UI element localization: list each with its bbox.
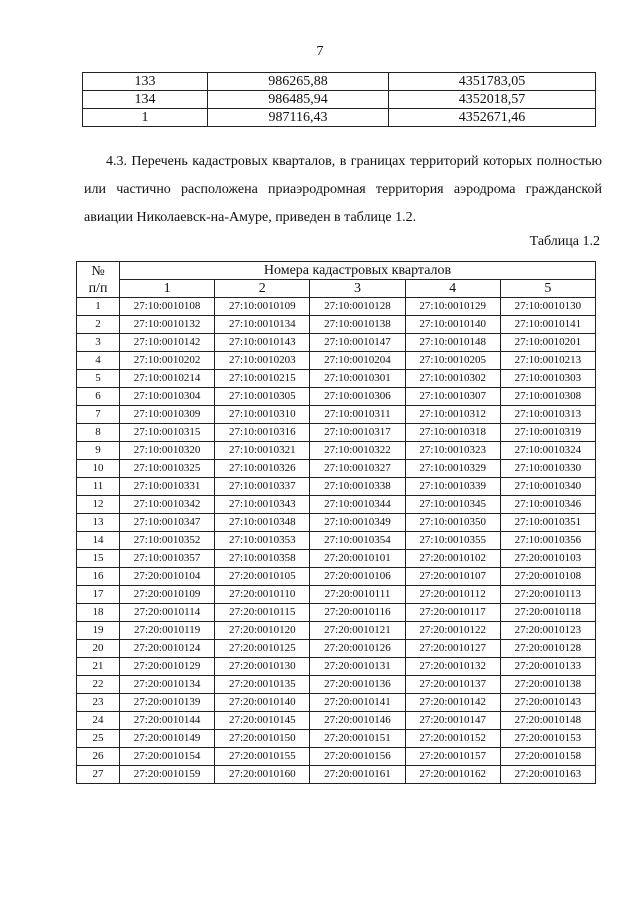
table-row bbox=[77, 388, 596, 406]
cadastral-number-cell: 27:10:0010305 bbox=[215, 388, 310, 406]
table-row bbox=[77, 370, 596, 388]
cadastral-number-cell: 27:10:0010357 bbox=[120, 550, 215, 568]
cadastral-number-cell: 27:10:0010303 bbox=[500, 370, 595, 388]
cadastral-number-cell: 27:20:0010145 bbox=[215, 712, 310, 730]
cadastral-number-cell: 27:20:0010142 bbox=[405, 694, 500, 712]
table-row bbox=[77, 568, 596, 586]
cadastral-number-cell: 27:10:0010129 bbox=[405, 298, 500, 316]
num-header-abbrev: п/п bbox=[88, 280, 108, 296]
cadastral-number-cell: 27:10:0010148 bbox=[405, 334, 500, 352]
cadastral-number-cell: 27:20:0010121 bbox=[310, 622, 405, 640]
cadastral-number-cell: 27:20:0010118 bbox=[500, 604, 595, 622]
cadastral-number-cell: 27:10:0010147 bbox=[310, 334, 405, 352]
cadastral-number-cell: 27:10:0010349 bbox=[310, 514, 405, 532]
cadastral-number-cell: 27:20:0010101 bbox=[310, 550, 405, 568]
cadastral-number-cell: 27:10:0010312 bbox=[405, 406, 500, 424]
cadastral-number-cell: 27:10:0010331 bbox=[120, 478, 215, 496]
coordinates-cell: 4352018,57 bbox=[389, 91, 596, 109]
cadastral-number-cell: 27:20:0010159 bbox=[120, 766, 215, 784]
cadastral-number-cell: 27:10:0010340 bbox=[500, 478, 595, 496]
coordinates-row bbox=[83, 109, 596, 127]
table-row bbox=[77, 766, 596, 784]
cadastral-number-cell: 27:10:0010344 bbox=[310, 496, 405, 514]
cadastral-number-cell: 27:10:0010342 bbox=[120, 496, 215, 514]
row-number-cell: 8 bbox=[77, 424, 120, 442]
table-row bbox=[77, 352, 596, 370]
cadastral-number-cell: 27:10:0010339 bbox=[405, 478, 500, 496]
row-number-cell: 14 bbox=[77, 532, 120, 550]
cadastral-number-cell: 27:10:0010311 bbox=[310, 406, 405, 424]
table-row bbox=[77, 694, 596, 712]
row-number-cell: 17 bbox=[77, 586, 120, 604]
num-column-header bbox=[77, 262, 120, 298]
cadastral-number-cell: 27:10:0010321 bbox=[215, 442, 310, 460]
cadastral-table-body bbox=[77, 298, 596, 784]
cadastral-number-cell: 27:10:0010320 bbox=[120, 442, 215, 460]
cadastral-number-cell: 27:10:0010304 bbox=[120, 388, 215, 406]
cadastral-number-cell: 27:20:0010138 bbox=[500, 676, 595, 694]
row-number-cell: 21 bbox=[77, 658, 120, 676]
cadastral-number-cell: 27:20:0010127 bbox=[405, 640, 500, 658]
cadastral-number-cell: 27:10:0010128 bbox=[310, 298, 405, 316]
cadastral-number-cell: 27:20:0010130 bbox=[215, 658, 310, 676]
cadastral-number-cell: 27:20:0010133 bbox=[500, 658, 595, 676]
cadastral-number-cell: 27:20:0010124 bbox=[120, 640, 215, 658]
row-number-cell: 10 bbox=[77, 460, 120, 478]
cadastral-number-cell: 27:10:0010307 bbox=[405, 388, 500, 406]
cadastral-number-cell: 27:10:0010201 bbox=[500, 334, 595, 352]
cadastral-number-cell: 27:10:0010350 bbox=[405, 514, 500, 532]
table-row bbox=[77, 586, 596, 604]
table-row bbox=[77, 622, 596, 640]
cadastral-number-cell: 27:20:0010147 bbox=[405, 712, 500, 730]
cadastral-number-cell: 27:20:0010112 bbox=[405, 586, 500, 604]
cadastral-number-cell: 27:20:0010106 bbox=[310, 568, 405, 586]
coordinates-table bbox=[82, 72, 596, 127]
cadastral-number-cell: 27:10:0010302 bbox=[405, 370, 500, 388]
cadastral-number-cell: 27:10:0010203 bbox=[215, 352, 310, 370]
cadastral-number-cell: 27:20:0010115 bbox=[215, 604, 310, 622]
cadastral-number-cell: 27:20:0010117 bbox=[405, 604, 500, 622]
cadastral-number-cell: 27:20:0010161 bbox=[310, 766, 405, 784]
cadastral-number-cell: 27:10:0010323 bbox=[405, 442, 500, 460]
table-row bbox=[77, 712, 596, 730]
cadastral-number-cell: 27:20:0010136 bbox=[310, 676, 405, 694]
table-row bbox=[77, 658, 596, 676]
cadastral-number-cell: 27:20:0010152 bbox=[405, 730, 500, 748]
row-number-cell: 23 bbox=[77, 694, 120, 712]
cadastral-number-cell: 27:20:0010158 bbox=[500, 748, 595, 766]
table-row bbox=[77, 532, 596, 550]
cadastral-number-cell: 27:10:0010130 bbox=[500, 298, 595, 316]
cadastral-number-cell: 27:20:0010102 bbox=[405, 550, 500, 568]
table-row bbox=[77, 460, 596, 478]
cadastral-number-cell: 27:20:0010111 bbox=[310, 586, 405, 604]
row-number-cell: 11 bbox=[77, 478, 120, 496]
cadastral-number-cell: 27:10:0010324 bbox=[500, 442, 595, 460]
cadastral-number-cell: 27:20:0010108 bbox=[500, 568, 595, 586]
table-label: Таблица 1.2 bbox=[529, 234, 600, 249]
cadastral-number-cell: 27:20:0010137 bbox=[405, 676, 500, 694]
column-number-header: 5 bbox=[500, 280, 595, 298]
cadastral-number-cell: 27:20:0010126 bbox=[310, 640, 405, 658]
table-row bbox=[77, 730, 596, 748]
cadastral-number-cell: 27:20:0010119 bbox=[120, 622, 215, 640]
column-number-header: 1 bbox=[120, 280, 215, 298]
cadastral-number-cell: 27:20:0010139 bbox=[120, 694, 215, 712]
cadastral-number-cell: 27:20:0010155 bbox=[215, 748, 310, 766]
cadastral-number-cell: 27:20:0010122 bbox=[405, 622, 500, 640]
cadastral-number-cell: 27:10:0010338 bbox=[310, 478, 405, 496]
coordinates-row bbox=[83, 91, 596, 109]
cadastral-number-cell: 27:10:0010313 bbox=[500, 406, 595, 424]
coordinates-cell: 133 bbox=[83, 73, 208, 91]
cadastral-number-cell: 27:10:0010142 bbox=[120, 334, 215, 352]
cadastral-number-cell: 27:20:0010146 bbox=[310, 712, 405, 730]
cadastral-number-cell: 27:10:0010143 bbox=[215, 334, 310, 352]
coordinates-row bbox=[83, 73, 596, 91]
cadastral-number-cell: 27:10:0010329 bbox=[405, 460, 500, 478]
cadastral-number-cell: 27:20:0010156 bbox=[310, 748, 405, 766]
row-number-cell: 2 bbox=[77, 316, 120, 334]
cadastral-number-cell: 27:10:0010353 bbox=[215, 532, 310, 550]
cadastral-number-cell: 27:20:0010162 bbox=[405, 766, 500, 784]
cadastral-number-cell: 27:20:0010160 bbox=[215, 766, 310, 784]
cadastral-number-cell: 27:10:0010134 bbox=[215, 316, 310, 334]
row-number-cell: 12 bbox=[77, 496, 120, 514]
cadastral-number-cell: 27:20:0010154 bbox=[120, 748, 215, 766]
coordinates-cell: 134 bbox=[83, 91, 208, 109]
cadastral-number-cell: 27:20:0010125 bbox=[215, 640, 310, 658]
table-row bbox=[77, 604, 596, 622]
row-number-cell: 19 bbox=[77, 622, 120, 640]
row-number-cell: 7 bbox=[77, 406, 120, 424]
paragraph-text: 4.3. Перечень кадастровых кварталов, в границах территорий которых полностью или частично расположена приаэродромная территория аэродрома гражданской авиации Николаевск-на-Амуре, приведен в таблице 1.2. bbox=[84, 154, 602, 225]
coordinates-table-body bbox=[83, 73, 596, 127]
coordinates-cell: 986485,94 bbox=[208, 91, 389, 109]
cadastral-number-cell: 27:10:0010202 bbox=[120, 352, 215, 370]
cadastral-number-cell: 27:10:0010109 bbox=[215, 298, 310, 316]
cadastral-number-cell: 27:20:0010128 bbox=[500, 640, 595, 658]
cadastral-number-cell: 27:10:0010343 bbox=[215, 496, 310, 514]
table-row bbox=[77, 748, 596, 766]
column-number-header: 4 bbox=[405, 280, 500, 298]
cadastral-number-cell: 27:10:0010351 bbox=[500, 514, 595, 532]
cadastral-number-cell: 27:20:0010143 bbox=[500, 694, 595, 712]
cadastral-number-cell: 27:10:0010309 bbox=[120, 406, 215, 424]
row-number-cell: 22 bbox=[77, 676, 120, 694]
cadastral-number-cell: 27:10:0010308 bbox=[500, 388, 595, 406]
table-row bbox=[77, 514, 596, 532]
coordinates-cell: 1 bbox=[83, 109, 208, 127]
coordinates-cell: 987116,43 bbox=[208, 109, 389, 127]
num-header-symbol: № bbox=[91, 263, 105, 279]
cadastral-number-cell: 27:20:0010151 bbox=[310, 730, 405, 748]
coordinates-cell: 4351783,05 bbox=[389, 73, 596, 91]
cadastral-number-cell: 27:10:0010132 bbox=[120, 316, 215, 334]
cadastral-number-cell: 27:20:0010110 bbox=[215, 586, 310, 604]
row-number-cell: 15 bbox=[77, 550, 120, 568]
cadastral-number-cell: 27:10:0010352 bbox=[120, 532, 215, 550]
table-row bbox=[77, 406, 596, 424]
cadastral-number-cell: 27:10:0010347 bbox=[120, 514, 215, 532]
cadastral-number-cell: 27:20:0010135 bbox=[215, 676, 310, 694]
cadastral-number-cell: 27:10:0010214 bbox=[120, 370, 215, 388]
cadastral-number-cell: 27:20:0010149 bbox=[120, 730, 215, 748]
table-row bbox=[77, 496, 596, 514]
cadastral-number-cell: 27:20:0010116 bbox=[310, 604, 405, 622]
row-number-cell: 26 bbox=[77, 748, 120, 766]
table-row bbox=[77, 298, 596, 316]
row-number-cell: 9 bbox=[77, 442, 120, 460]
table-row bbox=[77, 640, 596, 658]
cadastral-number-cell: 27:20:0010163 bbox=[500, 766, 595, 784]
cadastral-number-cell: 27:20:0010113 bbox=[500, 586, 595, 604]
table-row bbox=[77, 478, 596, 496]
cadastral-number-cell: 27:10:0010319 bbox=[500, 424, 595, 442]
table-row bbox=[77, 334, 596, 352]
cadastral-number-cell: 27:20:0010134 bbox=[120, 676, 215, 694]
header-row-columns bbox=[77, 280, 596, 298]
cadastral-number-cell: 27:10:0010205 bbox=[405, 352, 500, 370]
cadastral-number-cell: 27:10:0010204 bbox=[310, 352, 405, 370]
group-column-header: Номера кадастровых кварталов bbox=[120, 262, 596, 280]
cadastral-number-cell: 27:10:0010318 bbox=[405, 424, 500, 442]
cadastral-number-cell: 27:10:0010138 bbox=[310, 316, 405, 334]
row-number-cell: 5 bbox=[77, 370, 120, 388]
row-number-cell: 24 bbox=[77, 712, 120, 730]
row-number-cell: 16 bbox=[77, 568, 120, 586]
coordinates-cell: 986265,88 bbox=[208, 73, 389, 91]
cadastral-number-cell: 27:20:0010105 bbox=[215, 568, 310, 586]
cadastral-number-cell: 27:10:0010215 bbox=[215, 370, 310, 388]
header-row-group bbox=[77, 262, 596, 280]
row-number-cell: 25 bbox=[77, 730, 120, 748]
table-row bbox=[77, 424, 596, 442]
cadastral-number-cell: 27:10:0010310 bbox=[215, 406, 310, 424]
section-paragraph bbox=[84, 148, 602, 232]
cadastral-number-cell: 27:20:0010123 bbox=[500, 622, 595, 640]
cadastral-number-cell: 27:10:0010356 bbox=[500, 532, 595, 550]
cadastral-number-cell: 27:10:0010325 bbox=[120, 460, 215, 478]
table-row bbox=[77, 676, 596, 694]
cadastral-number-cell: 27:10:0010315 bbox=[120, 424, 215, 442]
cadastral-number-cell: 27:10:0010345 bbox=[405, 496, 500, 514]
cadastral-number-cell: 27:10:0010348 bbox=[215, 514, 310, 532]
cadastral-number-cell: 27:10:0010327 bbox=[310, 460, 405, 478]
cadastral-number-cell: 27:20:0010157 bbox=[405, 748, 500, 766]
cadastral-number-cell: 27:20:0010103 bbox=[500, 550, 595, 568]
cadastral-number-cell: 27:20:0010150 bbox=[215, 730, 310, 748]
cadastral-number-cell: 27:20:0010153 bbox=[500, 730, 595, 748]
cadastral-number-cell: 27:10:0010322 bbox=[310, 442, 405, 460]
cadastral-number-cell: 27:10:0010337 bbox=[215, 478, 310, 496]
cadastral-number-cell: 27:20:0010129 bbox=[120, 658, 215, 676]
row-number-cell: 6 bbox=[77, 388, 120, 406]
column-number-header: 2 bbox=[215, 280, 310, 298]
cadastral-number-cell: 27:20:0010141 bbox=[310, 694, 405, 712]
row-number-cell: 20 bbox=[77, 640, 120, 658]
cadastral-number-cell: 27:10:0010213 bbox=[500, 352, 595, 370]
cadastral-number-cell: 27:20:0010109 bbox=[120, 586, 215, 604]
cadastral-number-cell: 27:20:0010120 bbox=[215, 622, 310, 640]
cadastral-number-cell: 27:10:0010306 bbox=[310, 388, 405, 406]
row-number-cell: 18 bbox=[77, 604, 120, 622]
row-number-cell: 3 bbox=[77, 334, 120, 352]
table-row bbox=[77, 316, 596, 334]
cadastral-number-cell: 27:20:0010104 bbox=[120, 568, 215, 586]
cadastral-number-cell: 27:10:0010316 bbox=[215, 424, 310, 442]
cadastral-number-cell: 27:20:0010148 bbox=[500, 712, 595, 730]
table-row bbox=[77, 550, 596, 568]
row-number-cell: 13 bbox=[77, 514, 120, 532]
cadastral-number-cell: 27:20:0010132 bbox=[405, 658, 500, 676]
cadastral-number-cell: 27:20:0010140 bbox=[215, 694, 310, 712]
row-number-cell: 1 bbox=[77, 298, 120, 316]
cadastral-quarters-table bbox=[76, 261, 596, 784]
cadastral-number-cell: 27:10:0010317 bbox=[310, 424, 405, 442]
cadastral-number-cell: 27:10:0010354 bbox=[310, 532, 405, 550]
cadastral-number-cell: 27:10:0010141 bbox=[500, 316, 595, 334]
cadastral-number-cell: 27:20:0010107 bbox=[405, 568, 500, 586]
table-row bbox=[77, 442, 596, 460]
cadastral-number-cell: 27:20:0010131 bbox=[310, 658, 405, 676]
cadastral-number-cell: 27:20:0010144 bbox=[120, 712, 215, 730]
cadastral-number-cell: 27:10:0010140 bbox=[405, 316, 500, 334]
cadastral-number-cell: 27:10:0010358 bbox=[215, 550, 310, 568]
cadastral-number-cell: 27:20:0010114 bbox=[120, 604, 215, 622]
cadastral-number-cell: 27:10:0010301 bbox=[310, 370, 405, 388]
coordinates-cell: 4352671,46 bbox=[389, 109, 596, 127]
page-number: 7 bbox=[316, 44, 324, 59]
cadastral-number-cell: 27:10:0010355 bbox=[405, 532, 500, 550]
cadastral-table-header bbox=[77, 262, 596, 298]
cadastral-number-cell: 27:10:0010326 bbox=[215, 460, 310, 478]
row-number-cell: 4 bbox=[77, 352, 120, 370]
cadastral-number-cell: 27:10:0010346 bbox=[500, 496, 595, 514]
cadastral-number-cell: 27:10:0010330 bbox=[500, 460, 595, 478]
row-number-cell: 27 bbox=[77, 766, 120, 784]
cadastral-number-cell: 27:10:0010108 bbox=[120, 298, 215, 316]
column-number-header: 3 bbox=[310, 280, 405, 298]
